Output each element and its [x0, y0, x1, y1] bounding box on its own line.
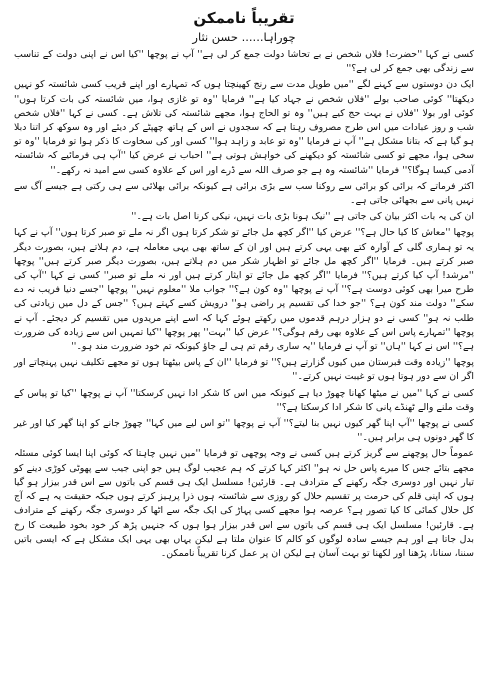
paragraph: عموماً حال پوچھنے سے گریز کرتے ہیں کسی نے وجہ پوچھی تو فرمایا ''میں نہیں چاہتا کہ کوئی اپنا ایسا کوئی مسئلہ مجھے بتائے جس کا میرے پاس حل نہ ہو'' اکثر کہا کرتے کہ ہم عجیب لوگ ہیں جو اپنی جیب سے پھوٹی کوڑی دینے کو تیار نہیں اور دوسری جگہ رکھنے کے مترادف ہے۔ قارئین! مسلسل ایک ہی قسم کی باتوں سے اس قدر بیزار ہو گیا ہوں کہ اپنی قلم کی حرمت پر تقسیم حلال کو روزی سے شائستہ ہوں ذرا پرہیز کرتے ہوں جبکہ حقیقت یہ ہے کہ آج کل حلال کمائی کا کیا تصور ہے؟ عرصہ ہوا مجھے کسی پہاڑ کی ایک جگہ سے اٹھا کر دوسری جگہ رکھنے کے مترادف ہے۔ قارئین! مسلسل ایک ہی قسم کی باتوں سے اس قدر بیزار ہوا ہوں کہ جنہیں پڑھ کر خود بخود طبیعت کا رخ بدل جاتا ہے اور ہم جیسے سادہ لوگوں کو کالم کا عنوان ملتا ہے لیکن یہاں بھی یہی ایک مشکل ہے کہ ایسی باتیں سننا، سنانا، پڑھنا اور لکھنا تو بہت آسان ہے لیکن ان پر عمل کرنا تقریباً ناممکن۔	[14, 448, 474, 559]
column-byline: چوراہا...... حسن نثار	[192, 30, 296, 44]
paragraph: ان کی یہ بات اکثر بیان کی جاتی ہے ''نیک ہونا بڑی بات نہیں، نیکی کرنا اصل بات ہے۔''	[131, 211, 474, 223]
paragraph: کسی نے کہا ''حضرت! فلاں شخص نے بے تحاشا دولت جمع کر لی ہے'' آپ نے پوچھا ''کیا اس نے اپنی دولت کے تناسب سے زندگی بھی جمع کر لی ہے؟''	[14, 49, 474, 75]
column-title: تقریباً ناممکن	[193, 9, 295, 27]
paragraph: اکثر فرماتے کہ برائی کو برائی سے روکنا سب سے بڑی برائی ہے کیونکہ برائی بھلائی سے ہی رکتی ہے جیسے آگ سے نہیں پانی سے بجھائی جاتی ہے۔	[14, 180, 474, 207]
paragraph: پوچھا ''زیادہ وقت قبرستان میں کیوں گزارتے ہیں؟'' تو فرمایا ''ان کے پاس بیٹھتا ہوں تو مجھے تکلیف نہیں پہنچاتے اور اگر ان سے دور ہوتا ہوں تو غیبت نہیں کرتے۔''	[14, 357, 474, 383]
paragraph: پوچھا ''معاش کا کیا حال ہے؟'' عرض کیا ''اگر کچھ مل جائے تو شکر کرتا ہوں اگر نہ ملے تو صبر کرتا ہوں'' آپ نے کہا یہ تو ہماری گلی کے آوارہ کتے بھی یہی کرتے ہیں اور ان کے ساتھ بھی یہی معاملہ ہے، دم ہلاتے ہیں، بصورت دیگر صبر کرتے ہیں۔ فرمایا ''اگر کچھ مل جائے تو اظہار شکر میں دم ہلاتے ہیں، بصورت دیگر صبر کرتے ہیں'' پوچھا ''مرشد! آپ کیا کرتے ہیں؟'' فرمایا ''اگر کچھ مل جائے تو ایثار کرتے ہیں اور نہ ملے تو صبر'' کسی نے کہا ''آپ کی طرح میرا بھی کوئی دوست ہے؟'' آپ نے پوچھا ''وہ کون ہے؟'' جواب ملا ''معلوم نہیں'' پوچھا ''جسے دنیا فریب نہ دے سکے'' دولت مند کون ہے؟ ''جو خدا کی تقسیم پر راضی ہو'' درویش کسے کہتے ہیں؟ ''جس کے دل میں زیادتی کی طلب نہ ہو'' کسی نے دو ہزار درہم قدموں میں رکھتے ہوئے کہا کہ اسے اپنے مریدوں میں تقسیم کر دیجئے۔ آپ نے پوچھا ''تمہارے پاس اس کے علاوہ بھی رقم ہوگی؟'' عرض کیا ''بہت'' پھر پوچھا ''کیا تمہیں اس سے زیادہ کی ضرورت ہے؟'' اس نے کہا ''ہاں'' تو آپ نے فرمایا ''یہ ساری رقم تم ہی لے جاؤ کیونکہ تم خود ضرورت مند ہو۔''	[14, 227, 474, 353]
paragraph: کسی نے پوچھا ''آپ اپنا گھر کیوں نہیں بنا لیتے؟'' آپ نے پوچھا ''تو اس لیے میں کہا'' چھوڑ جانے کو اپنا گھر کیا اور غیر کا گھر دونوں ہی برابر ہیں۔''	[14, 418, 474, 444]
paragraph: کسی نے کہا ''میں نے میٹھا کھانا چھوڑ دیا ہے کیونکہ میں اس کا شکر ادا نہیں کرسکتا'' آپ نے پوچھا ''کیا تو پیاس کے وقت ملنے والے ٹھنڈے پانی کا شکر ادا کرسکتا ہے؟''	[14, 387, 474, 413]
column-body	[14, 48, 474, 561]
paragraph: ایک دن دوستوں سے کہنے لگے ''میں طویل مدت سے رنج کھینچتا ہوں کہ تمہارے اور اپنے قریب کسی شائستہ کو نہیں دیکھتا'' کوئی صاحب بولے ''فلاں شخص نے جہاد کیا ہے'' فرمایا ''وہ تو غازی ہوا، میں شائستہ کی بات کرتا ہوں'' کوئی اور بولا ''فلاں نے بہت حج کیے ہیں'' وہ تو الحاج ہوا، مجھے شائستہ کی تلاش ہے۔ کسی نے کہا ''فلاں شخص شب و روز عبادات میں اس طرح مصروف رہتا ہے کہ سجدوں نے اس کے ہاتھ چھپٹے کر دیئے اور وہ سوکھ کر اتنا دبلا ہو گیا ہے کہ بتانا مشکل ہے'' آپ نے فرمایا ''وہ تو عابد و زاہد ہوا'' کسی اور کی سخاوت کا ذکر ہوا تو فرمایا ''وہ تو سخی ہوا، مجھے تو کسی شائستہ کو دیکھنے کی خواہش ہوتی ہے'' احباب نے عرض کیا ''آپ ہی فرمائیے کہ شائستہ آدمی کیسا ہوگا؟'' فرمایا ''شائستہ وہ ہے جو صرف اللہ سے ڈرے اور اس کے علاوہ کسی سے امید نہ رکھے۔''	[14, 79, 474, 176]
